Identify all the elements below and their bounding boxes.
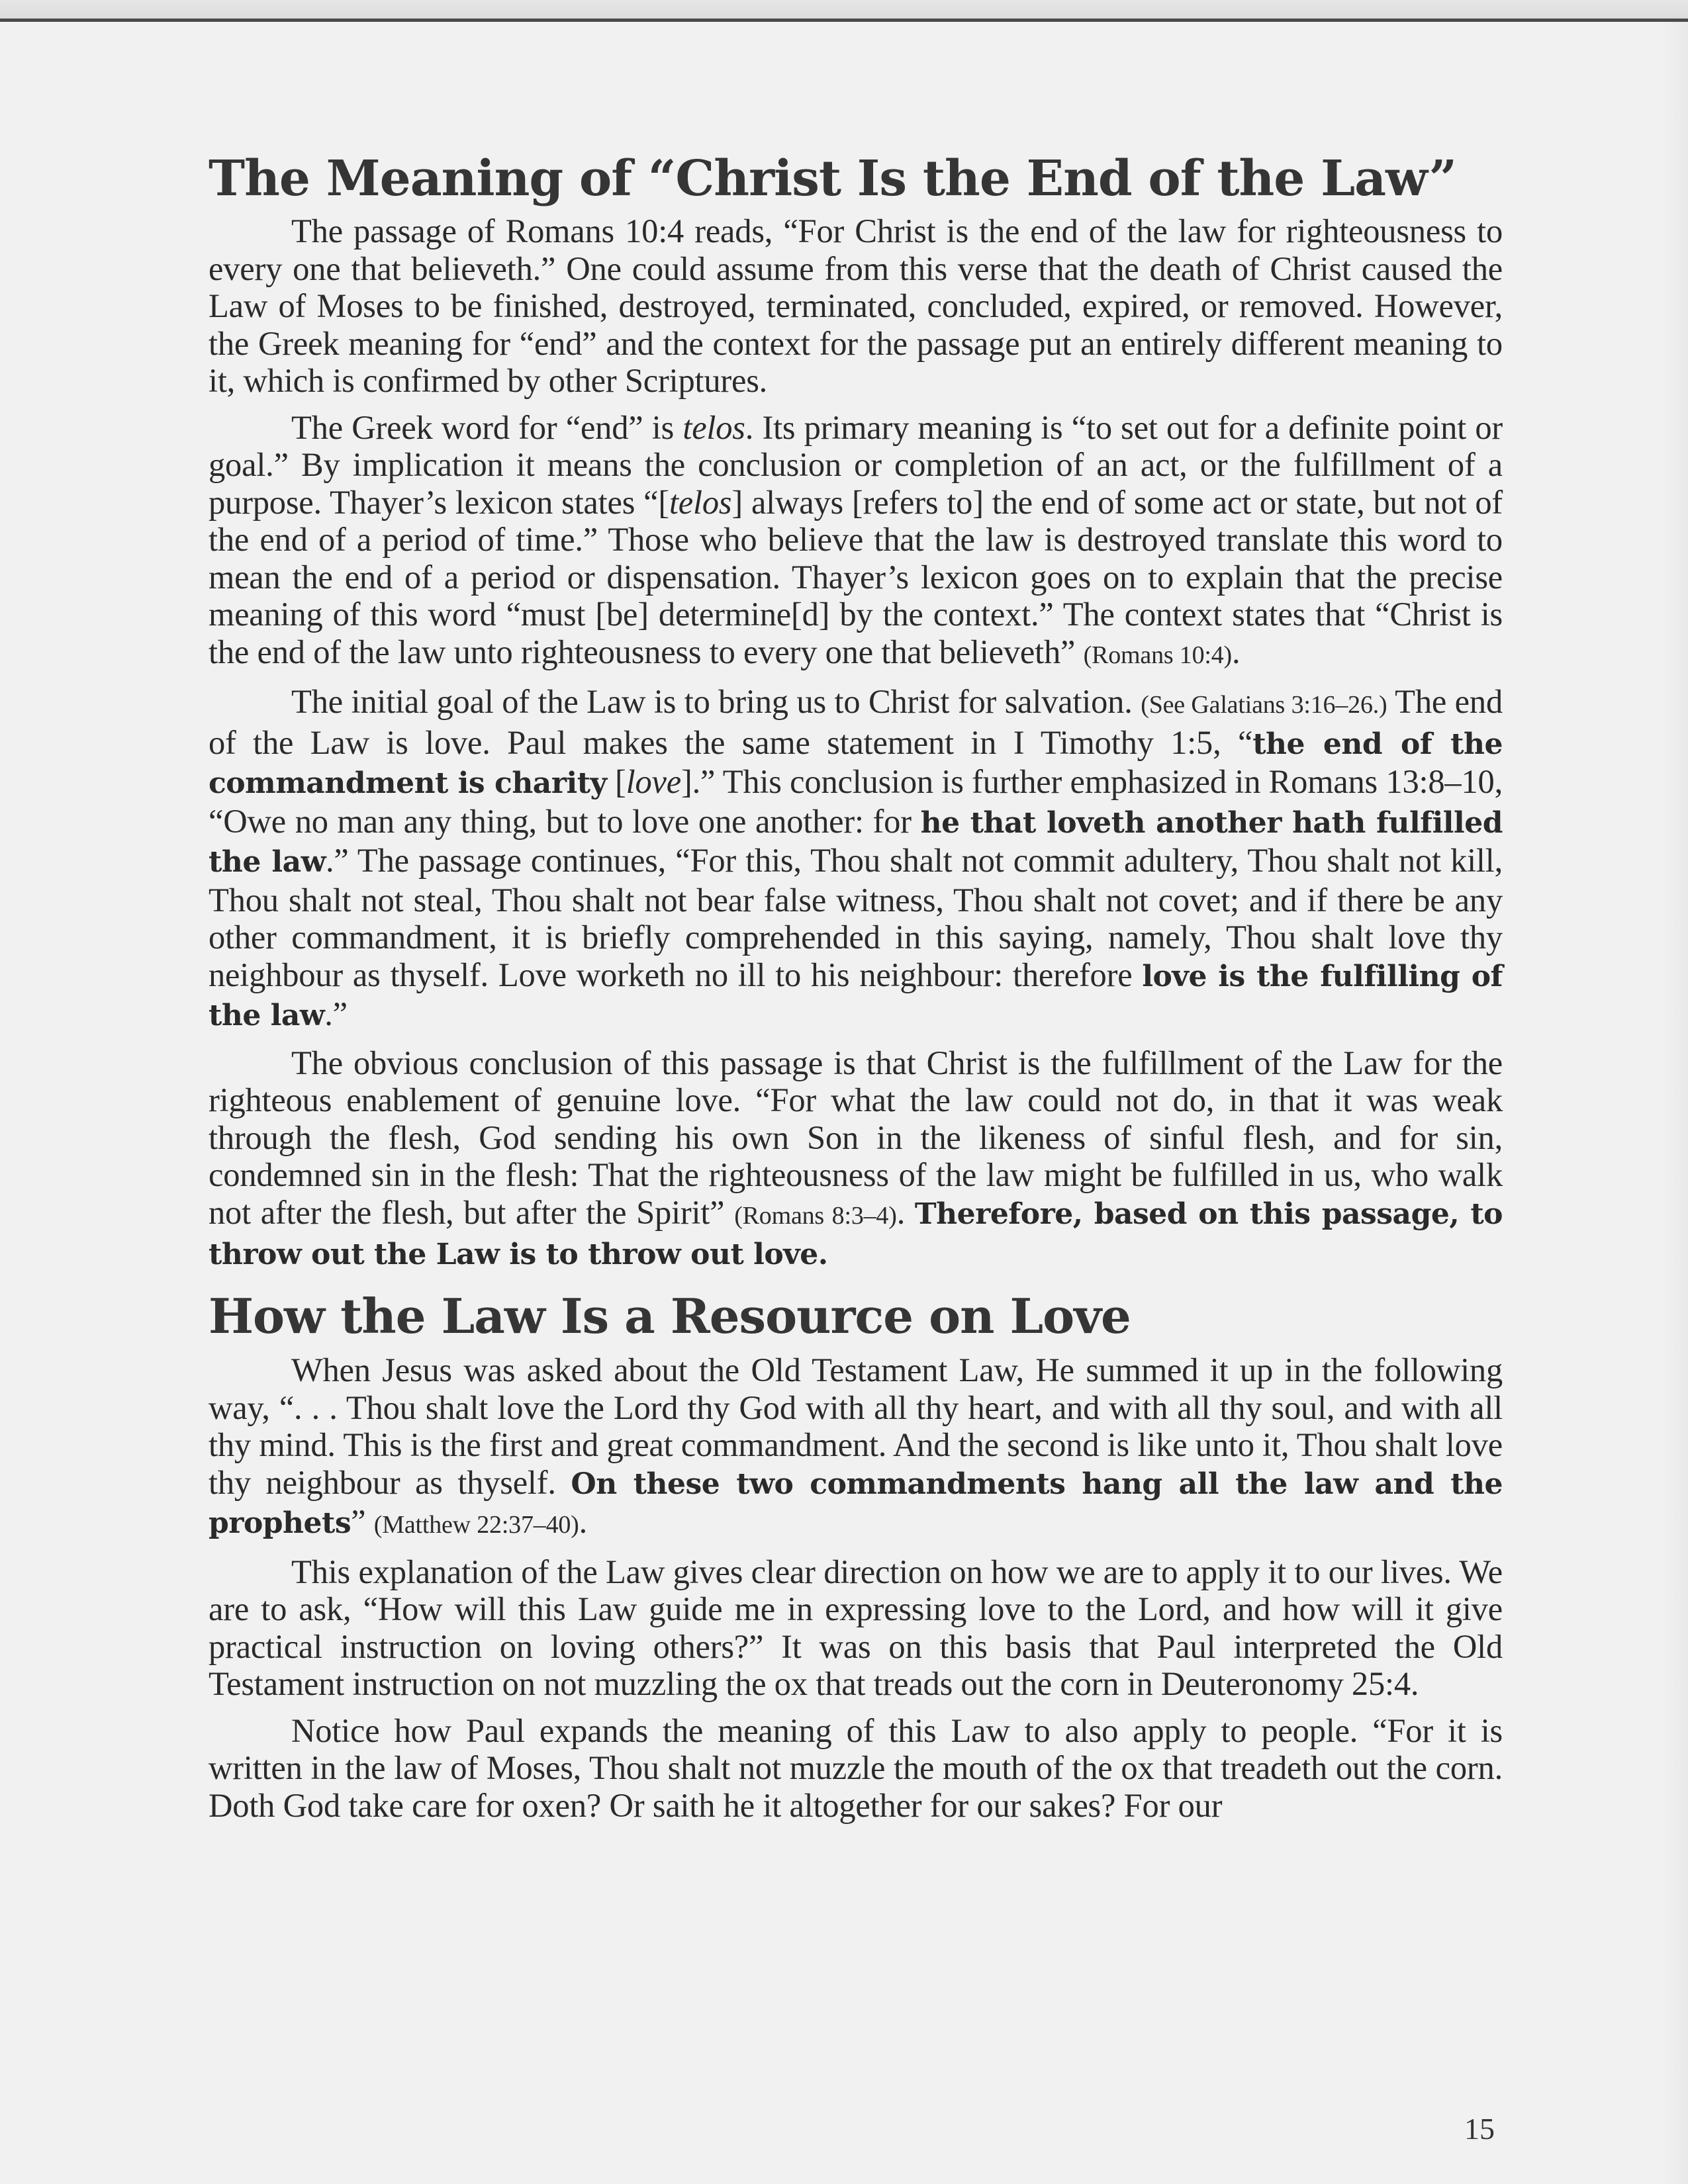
- scripture-reference: (Romans 8:3–4): [734, 1201, 897, 1230]
- paragraph: The passage of Romans 10:4 reads, “For Christ is the end of the law for righteousness to every one that believeth.” One could assume from this verse that the death of Christ caused the Law of Moses to be finished, destroyed, terminated, concluded, expired, or removed. However, the Greek meaning for “end” and the context for the passage put an entirely different meaning to it, which is confirmed by other Scriptures.: [209, 212, 1503, 400]
- bold-text: he that loveth another hath fulfilled the law: [209, 805, 1503, 880]
- bold-text: the end of the commandment is charity: [209, 727, 1503, 801]
- bold-text: On these two commandments hang all the law and the prophets: [209, 1467, 1503, 1541]
- paragraph: When Jesus was asked about the Old Testament Law, He summed it up in the following way, “. . . Thou shalt love the Lord thy God with all thy heart, and with all thy soul, and with all thy mind. This is the first and great commandment. And the second is like unto it, Thou shalt love thy neighbour as thyself. On these two commandments hang all the law and the prophets” (Matthew 22:37–40).: [209, 1351, 1503, 1541]
- scripture-reference: (Matthew 22:37–40): [373, 1511, 579, 1539]
- section-heading-law-resource-on-love: How the Law Is a Resource on Love: [209, 1287, 1131, 1344]
- page-number: 15: [1464, 2112, 1495, 2146]
- scripture-reference: (See Galatians 3:16–26.): [1141, 691, 1387, 719]
- paragraph: This explanation of the Law gives clear direction on how we are to apply it to our lives. We are to ask, “How will this Law guide me in expressing love to the Lord, and how will it give practical instruction on loving others?” It was on this basis that Paul interpreted the Old Testament instruction on not muzzling the ox that treads out the corn in Deuteronomy 25:4.: [209, 1553, 1503, 1703]
- paragraph: The initial goal of the Law is to bring us to Christ for salvation. (See Galatians 3:16–26.) The end of the Law is love. Paul makes the same statement in I Timothy 1:5, “the end of the commandment is charity [love].” This conclusion is further emphasized in Romans 13:8–10, “Owe no man any thing, but to love one another: for he that loveth another hath fulfilled the law.” The passage continues, “For this, Thou shalt not commit adultery, Thou shalt not kill, Thou shalt not steal, Thou shalt not bear false witness, Thou shalt not covet; and if there be any other commandment, it is briefly comprehended in this saying, namely, Thou shalt love thy neighbour as thyself. Love worketh no ill to his neighbour: therefore love is the fulfilling of the law.”: [209, 683, 1503, 1033]
- scan-edge-top: [0, 0, 1688, 22]
- italic-text: love: [626, 763, 681, 801]
- paragraph: Notice how Paul expands the meaning of this Law to also apply to people. “For it is written in the law of Moses, Thou shalt not muzzle the mouth of the ox that treadeth out the corn. Doth God take care for oxen? Or saith he it altogether for our sakes? For our: [209, 1711, 1503, 1824]
- italic-text: telos: [669, 483, 732, 521]
- scripture-reference: (Romans 10:4): [1083, 641, 1232, 669]
- section-body-end-of-law: [209, 212, 1503, 1274]
- scan-edge-right: [1662, 22, 1688, 2184]
- bold-text: Therefore, based on this passage, to throw out the Law is to throw out love.: [209, 1197, 1503, 1272]
- section-heading-end-of-law: The Meaning of “Christ Is the End of the Law”: [209, 150, 1457, 207]
- section-body-law-resource-on-love: [209, 1351, 1503, 1824]
- italic-text: telos: [682, 408, 745, 446]
- paragraph: The obvious conclusion of this passage is that Christ is the fulfillment of the Law for the righteous enablement of genuine love. “For what the law could not do, in that it was weak through the flesh, God sending his own Son in the likeness of sinful flesh, and for sin, condemned sin in the flesh: That the righteousness of the law might be fulfilled in us, who walk not after the flesh, but after the Spirit” (Romans 8:3–4). Therefore, based on this passage, to throw out the Law is to throw out love.: [209, 1044, 1503, 1272]
- bold-text: love is the fulfilling of the law: [209, 959, 1503, 1033]
- document-page: [209, 152, 1503, 1833]
- paragraph: The Greek word for “end” is telos. Its primary meaning is “to set out for a definite point or goal.” By implication it means the conclusion or completion of an act, or the fulfillment of a purpose. Thayer’s lexicon states “[telos] always [refers to] the end of some act or state, but not of the end of a period of time.” Those who believe that the law is destroyed translate this word to mean the end of a period or dispensation. Thayer’s lexicon goes on to explain that the precise meaning of this word “must [be] determine[d] by the context.” The context states that “Christ is the end of the law unto righteousness to every one that believeth” (Romans 10:4).: [209, 408, 1503, 670]
